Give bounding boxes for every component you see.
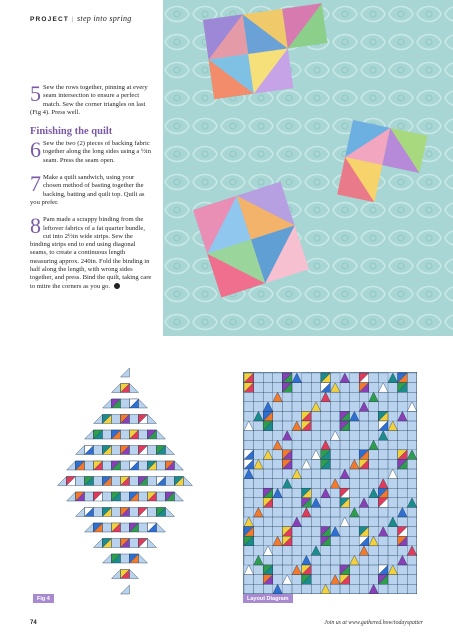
section-kicker: PROJECT bbox=[30, 16, 70, 23]
layout-diagram-label: Layout Diagram bbox=[243, 594, 293, 603]
step-number: 8 bbox=[30, 213, 41, 239]
step-number: 7 bbox=[30, 171, 41, 197]
page-header bbox=[30, 14, 132, 23]
quilt-photo-illustration bbox=[163, 0, 453, 336]
step-number: 5 bbox=[30, 81, 41, 106]
step-number: 6 bbox=[30, 137, 41, 163]
header-separator: | bbox=[72, 16, 75, 23]
footer-url: Join us at www.gathered.how/todayspatter bbox=[324, 620, 423, 626]
end-mark-icon bbox=[114, 283, 120, 289]
step-text: Make a quilt sandwich, using your chosen method of basting together the backing, batting and quilt top. Quilt as you prefer. bbox=[30, 174, 145, 206]
layout-illustration bbox=[243, 372, 417, 594]
step-7 bbox=[30, 171, 152, 207]
fig-4-label: Fig 4 bbox=[33, 594, 54, 603]
project-topic: step into spring bbox=[77, 14, 132, 23]
step-6 bbox=[30, 137, 152, 165]
instructions-column bbox=[30, 81, 152, 300]
step-8 bbox=[30, 213, 152, 291]
step-text: Sew the two (2) pieces of backing fabric together along the long sides using a ½in seam. Press the seam open. bbox=[43, 140, 152, 164]
layout-diagram bbox=[243, 372, 417, 594]
page-number: 74 bbox=[30, 620, 37, 626]
quilt-photo bbox=[163, 0, 453, 336]
fig-4-illustration bbox=[40, 360, 210, 606]
step-text: Sew the rows together, pinning at every seam intersection to ensure a perfect match. Sew the corner triangles on last (Fig 4). Press well. bbox=[30, 84, 148, 116]
fig-4-diagram bbox=[40, 360, 210, 606]
step-text: Pam made a scrappy binding from the leftover fabrics of a fat quarter bundle, cut into 2½in wide strips. Sew the binding strips end to end using diagonal seams, to create a continuous length measuring approx. 240in. Fold the binding in half along the length, with wrong sides together, and press. Bind the quilt, taking care to mitre the corners as you go. bbox=[30, 216, 152, 290]
section-title: Finishing the quilt bbox=[30, 126, 113, 138]
step-5 bbox=[30, 81, 152, 117]
